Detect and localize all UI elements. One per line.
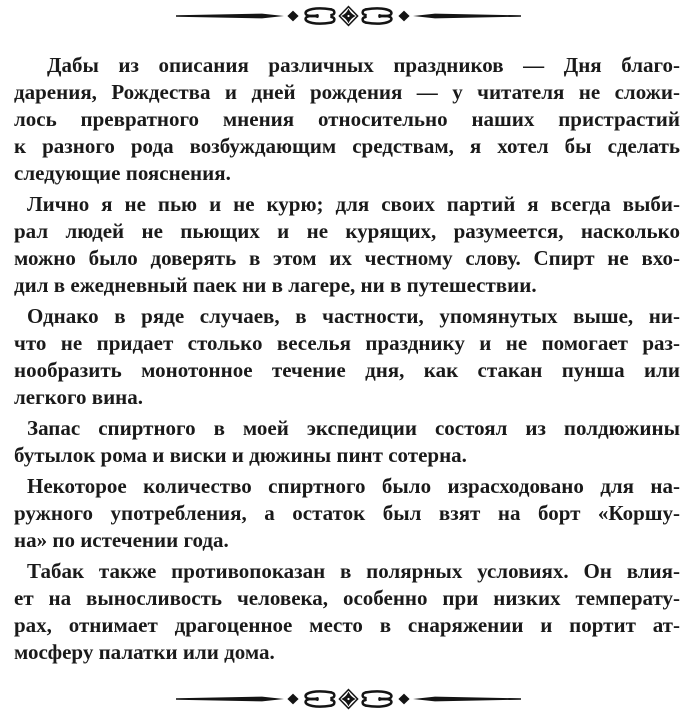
text-line: Табак также противопоказан в полярных условиях. Он влия- xyxy=(27,559,680,583)
paragraph xyxy=(14,415,680,469)
text-line: лось превратного мнения относительно наших пристрастий xyxy=(14,107,680,131)
text-line: бутылок рома и виски и дюжины пинт сотерна. xyxy=(14,443,467,467)
paragraph xyxy=(14,473,680,554)
text-line: следующие пояснения. xyxy=(14,161,231,185)
text-line: дил в ежедневный паек ни в лагере, ни в путешествии. xyxy=(14,273,537,297)
text-line: Дабы из описания различных праздников — Дня благо- xyxy=(47,53,680,77)
text-line: легкого вина. xyxy=(14,385,144,409)
text-line: можно было доверять в этом их честному слову. Спирт не вхо- xyxy=(14,246,680,270)
paragraph xyxy=(14,558,680,666)
paragraph xyxy=(14,191,680,299)
text-line: Некоторое количество спиртного было израсходовано для на- xyxy=(27,474,680,498)
ornament-divider-icon xyxy=(176,688,521,710)
text-line: рах, отнимает драгоценное место в снаряжении и портит ат- xyxy=(14,613,680,637)
paragraph xyxy=(14,303,680,411)
text-line: ет на выносливость человека, особенно при низких температу- xyxy=(14,586,680,610)
text-block xyxy=(14,52,680,666)
text-line: Запас спиртного в моей экспедиции состоял из полдюжины xyxy=(27,416,680,440)
text-line: дарения, Рождества и дней рождения — у читателя не сложи- xyxy=(14,80,680,104)
paragraph xyxy=(14,52,680,187)
text-line: Однако в ряде случаев, в частности, упомянутых выше, ни- xyxy=(27,304,680,328)
text-line: рал людей не пьющих и не курящих, разумеется, насколько xyxy=(14,219,680,243)
text-line: Лично я не пью и не курю; для своих партий я всегда выби- xyxy=(27,192,680,216)
text-line: ружного употребления, а остаток был взят на борт «Коршу- xyxy=(14,501,680,525)
top-ornament-divider xyxy=(0,5,696,27)
text-line: что не придает столько веселья празднику и не помогает раз- xyxy=(14,331,680,355)
text-line: к разного рода возбуждающим средствам, я хотел бы сделать xyxy=(14,134,680,158)
text-line: нообразить монотонное течение дня, как стакан пунша или xyxy=(14,358,680,382)
bottom-ornament-divider xyxy=(0,688,696,710)
text-line: мосферу палатки или дома. xyxy=(14,640,275,664)
text-line: на» по истечении года. xyxy=(14,528,229,552)
ornament-divider-icon xyxy=(176,5,521,27)
